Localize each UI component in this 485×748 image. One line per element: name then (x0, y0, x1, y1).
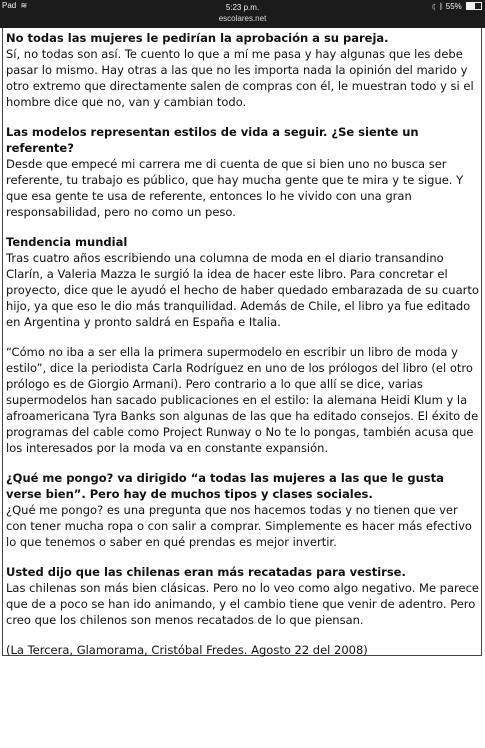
status-center (0, 2, 485, 24)
article-section (6, 564, 480, 628)
wifi-icon: ≋ (20, 1, 28, 10)
moon-icon: ☾ (431, 2, 437, 11)
article-section (6, 642, 480, 658)
battery-icon (466, 2, 482, 10)
section-body: Sí, no todas son así. Te cuento lo que a mí me pasa y hay algunas que les debe pasar lo mismo. Hay otras a las que no les importa nada la opinión del marido y otro extremo que directamente salen de compras con él, le muestran todo y si el hombre dice que no, van y cambian todo. (6, 47, 474, 109)
section-heading: ¿Qué me pongo? va dirigido “a todas las mujeres a las que le gusta verse bien”. Pero hay de muchos tipos y clases sociales. (6, 471, 444, 501)
section-body: Tras cuatro años escribiendo una columna de moda en el diario transandino Clarín, a Valeria Mazza le surgió la idea de hacer este libro. Para concretar el proyecto, dice que le ayudó el hecho de haber quedado embarazada de su cuarto hijo, ya que eso le dio más tranquilidad. Además de Chile, el libro ya fue editado en Argentina y pronto saldrá en España e Italia. (6, 251, 479, 329)
article-section (6, 30, 480, 110)
article-section (6, 234, 480, 330)
status-bar (0, 0, 485, 28)
section-heading: Usted dijo que las chilenas eran más recatadas para vestirse. (6, 565, 406, 579)
section-body: ¿Qué me pongo? es una pregunta que nos hacemos todas y no tienen que ver con tener mucha ropa o con salir a comprar. Simplemente es hacer más efectivo lo que tenemos o saber en qué prendas es mejor invertir. (6, 503, 472, 549)
section-body: Desde que empecé mi carrera me di cuenta de que si bien uno no busca ser referente, tu trabajo es público, que hay mucha gente que te mira y te sigue. Y que esa gente te usa de referente, entonces lo he vivido con una gran responsabilidad, pero no como un peso. (6, 157, 464, 219)
carrier-label: Pad (2, 1, 17, 10)
section-heading: Tendencia mundial (6, 235, 128, 249)
section-body: Las chilenas son más bien clásicas. Pero no lo veo como algo negativo. Me parece que de a poco se han ido animando, y el cambio tiene que venir de adentro. Pero creo que los chilenos son menos recatados de lo que piensan. (6, 581, 479, 627)
section-body: (La Tercera, Glamorama, Cristóbal Fredes. Agosto 22 del 2008) (6, 643, 368, 657)
article-section (6, 470, 480, 550)
bluetooth-icon: ᛒ (438, 2, 444, 11)
page-url[interactable]: escolares.net (218, 14, 267, 23)
status-right (432, 1, 482, 11)
battery-level (467, 3, 475, 9)
clock: 5:23 p.m. (225, 3, 260, 12)
section-heading: No todas las mujeres le pedirían la aprobación a su pareja. (6, 31, 389, 45)
battery-percent: 55% (445, 2, 462, 11)
section-heading: Las modelos representan estilos de vida a seguir. ¿Se siente un referente? (6, 125, 419, 155)
section-body: “Cómo no iba a ser ella la primera supermodelo en escribir un libro de moda y estilo”, dice la periodista Carla Rodríguez en uno de los prólogos del libro (el otro prólogo es de Giorgio Armani). Pero contrario a lo que allí se dice, varias supermodelos han sacado publicaciones en el estilo: la alemana Heidi Klum y la afroamericana Tyra Banks son algunas de las que ha editado consejos. El éxito de programas del cable como Project Runway o No te lo pongas, también acusa que los interesados por la moda va en constante expansión. (6, 345, 479, 455)
article-section (6, 344, 480, 456)
article-section (6, 124, 480, 220)
article-content (6, 30, 480, 672)
